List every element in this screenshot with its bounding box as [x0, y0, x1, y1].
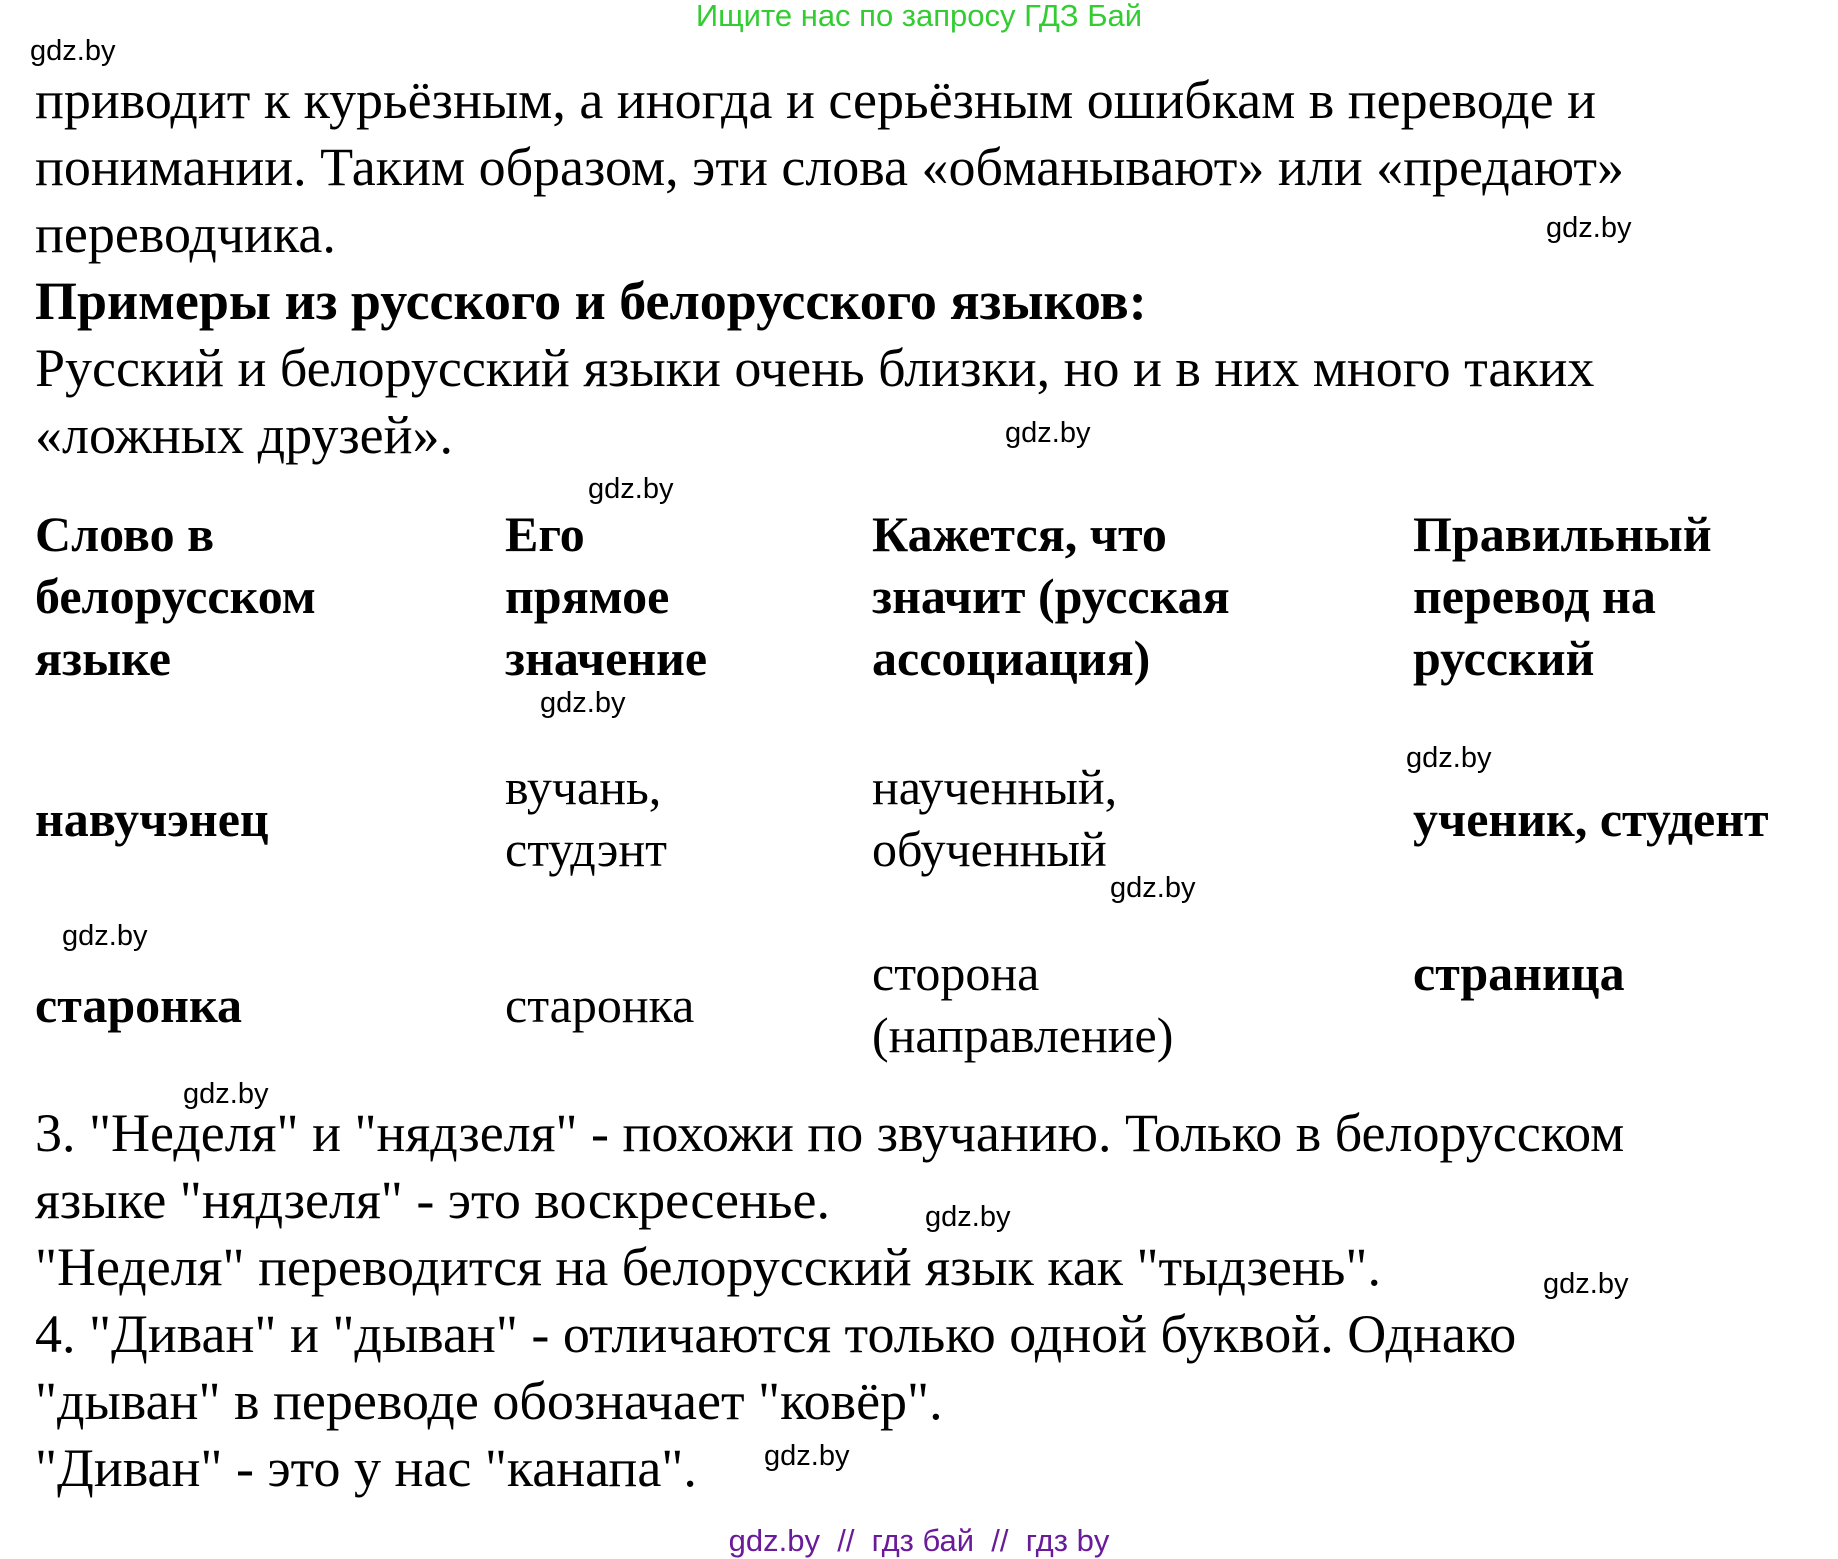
table-header-seems: Кажется, что значит (русская ассоциация) — [872, 506, 1230, 686]
section-heading: Примеры из русского и белорусского языков: — [35, 271, 1147, 331]
table-header-word: Слово в белорусском языке — [35, 506, 316, 686]
table-cell-correct: ученик, студент — [1413, 791, 1769, 847]
table-cell-word: навучэнец — [35, 791, 269, 847]
point-4-line: "Диван" - это у нас "канапа". — [35, 1438, 697, 1498]
top-banner: Ищите нас по запросу ГДЗ Бай — [695, 0, 1143, 33]
watermark: gdz.by — [1543, 1268, 1629, 1300]
point-3-line: языке "нядзеля" - это воскресенье. — [35, 1170, 830, 1230]
table-cell-direct: вучань, студэнт — [505, 759, 667, 877]
intro-line: переводчика. — [35, 204, 336, 264]
watermark: gdz.by — [30, 35, 116, 67]
watermark: gdz.by — [1110, 872, 1196, 904]
watermark: gdz.by — [62, 920, 148, 952]
watermark: gdz.by — [540, 687, 626, 719]
point-4-line: 4. "Диван" и "дыван" - отличаются только одной буквой. Однако — [35, 1304, 1517, 1364]
watermark: gdz.by — [588, 473, 674, 505]
table-cell-seems: наученный, обученный — [872, 759, 1118, 877]
watermark: gdz.by — [1546, 212, 1632, 244]
intro-line: понимании. Таким образом, эти слова «обманывают» или «предают» — [35, 137, 1624, 197]
point-3-line: "Неделя" переводится на белорусский язык как "тыдзень". — [35, 1237, 1381, 1297]
watermark: gdz.by — [925, 1201, 1011, 1233]
table-header-direct: Его прямое значение — [505, 506, 708, 686]
watermark: gdz.by — [764, 1440, 850, 1472]
section-paragraph-line: «ложных друзей». — [35, 405, 454, 465]
watermark: gdz.by — [1406, 742, 1492, 774]
table-cell-correct: страница — [1413, 945, 1625, 1001]
watermark: gdz.by — [1005, 417, 1091, 449]
section-paragraph-line: Русский и белорусский языки очень близки, но и в них много таких — [35, 338, 1595, 398]
footer-links: gdz.by // гдз бай // гдз by — [728, 1523, 1110, 1558]
point-3-line: 3. "Неделя" и "нядзеля" - похожи по звучанию. Только в белорусском — [35, 1103, 1625, 1163]
table-header-correct: Правильный перевод на русский — [1413, 506, 1712, 686]
table-cell-seems: сторона (направление) — [872, 945, 1174, 1063]
point-4-line: "дыван" в переводе обозначает "ковёр". — [35, 1371, 943, 1431]
intro-line: приводит к курьёзным, а иногда и серьёзным ошибкам в переводе и — [35, 70, 1597, 130]
table-cell-word: старонка — [35, 977, 243, 1033]
watermark: gdz.by — [183, 1078, 269, 1110]
table-cell-direct: старонка — [505, 977, 695, 1033]
